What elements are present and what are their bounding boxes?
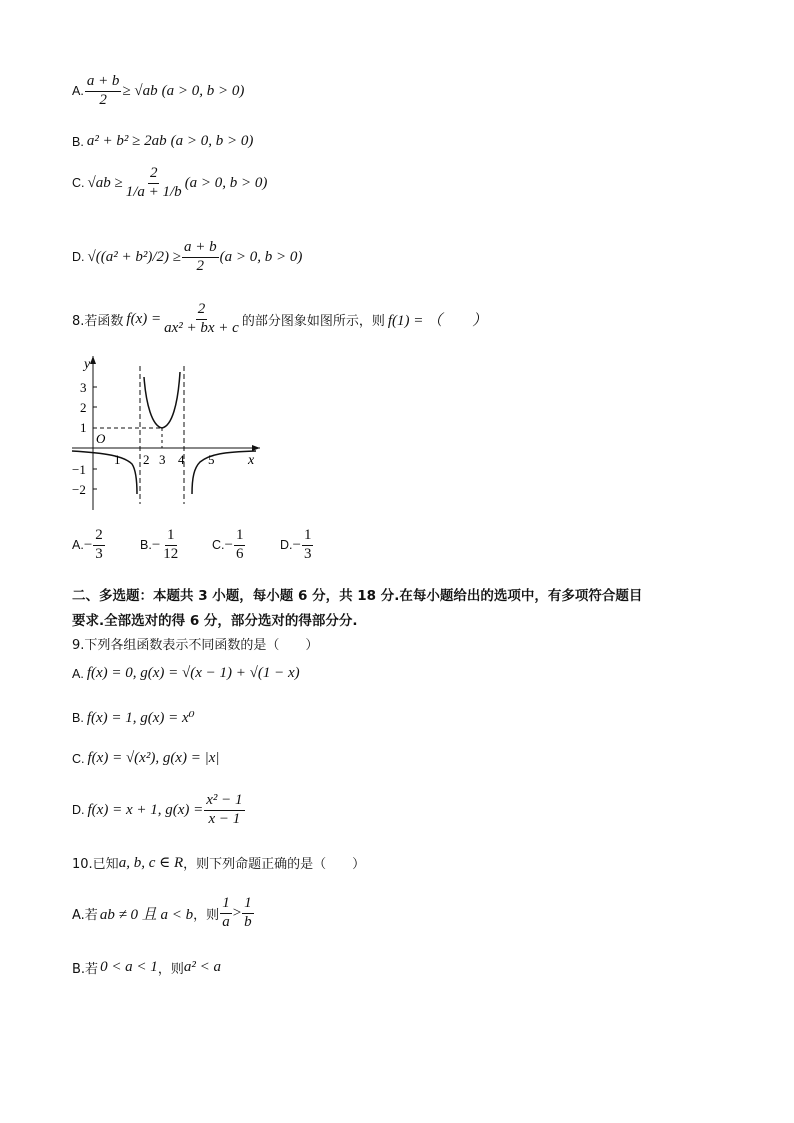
x-tick-label: 1 <box>114 452 121 467</box>
fraction: $\frac{1}{3}$ <box>303 527 312 562</box>
fraction: $\frac{a + b}{2}$ <box>86 73 120 108</box>
q9-option-d: D. f(x) = x + 1, g(x) = $\frac{\text{x² − 1}}{x - 1}$ <box>72 792 243 827</box>
y-tick-label: 1 <box>80 420 87 435</box>
y-tick-label: 3 <box>80 380 87 395</box>
x-tick-label: 4 <box>178 452 185 467</box>
choice-b: B. − $\frac{1}{12}$ <box>140 527 179 562</box>
q10-option-a: A.若 ab ≠ 0 且 a < b ，则 1 a > 1 b <box>72 895 252 930</box>
section-heading: 二、多选题：本题共 3 小题，每小题 6 分，共 18 分.在每小题给出的选项中，有多项符合题目 <box>72 588 643 604</box>
q9-stem: 9.下列各组函数表示不同函数的是（ ） <box>72 638 319 653</box>
fraction: $\frac{1}{12}$ <box>163 527 179 562</box>
fraction: $\frac{2}{3}$ <box>95 527 103 562</box>
y-axis-arrow <box>90 356 96 364</box>
y-label: y <box>84 357 91 372</box>
x-axis-arrow <box>252 445 260 451</box>
function-graph <box>66 352 266 514</box>
choice-d: D. − $\frac{1}{3}$ <box>280 527 312 562</box>
x-tick-label: 5 <box>208 452 215 467</box>
y-tick-label: −2 <box>72 482 86 497</box>
q8-choices <box>72 528 314 563</box>
q8-stem: 8.若函数 f(x) = $\frac{2}{\text{ax² + bx + c}}$ 的部分图象如图所示，则 f(1) = （ ） <box>72 301 488 336</box>
origin-label: O <box>96 431 106 446</box>
fraction: 1 a <box>222 895 230 930</box>
choice-a: A. − $\frac{2}{3}$ <box>72 527 103 562</box>
q7-option-d: D. √((a² + b²)/2) ≥ $\frac{a + b}{2}$ (a > 0, b > 0) <box>72 239 303 274</box>
fraction: $\frac{\text{x² − 1}}{x - 1}$ <box>206 792 243 827</box>
q7-option-a: A. $\frac{a + b}{2}$ ≥ √ab (a > 0, b > 0) <box>72 73 245 108</box>
q9-option-b: B. f(x) = 1, g(x) = x⁰ <box>72 710 195 726</box>
q10-stem: 10.已知 a, b, c ∈ R ，则下列命题正确的是（ ） <box>72 855 366 872</box>
x-tick-label: 2 <box>143 452 150 467</box>
curve-right-branch <box>192 451 256 494</box>
q7-option-b: B. a² + b² ≥ 2ab (a > 0, b > 0) <box>72 133 254 149</box>
curve-middle-branch <box>144 372 180 428</box>
fraction: $\frac{a + b}{2}$ <box>183 239 217 274</box>
choice-c: C. − $\frac{1}{6}$ <box>212 527 244 562</box>
fraction: $\frac{2}{\text{ax² + bx + c}}$ <box>164 301 239 336</box>
section-heading-cont: 要求.全部选对的得 6 分，部分选对的得部分分. <box>72 613 358 629</box>
x-tick-label: 3 <box>159 452 166 467</box>
q9-option-c: C. f(x) = √(x²), g(x) = |x| <box>72 750 220 766</box>
fraction: $\frac{1}{6}$ <box>235 527 244 562</box>
fraction: 1 b <box>244 895 252 930</box>
q9-option-a: A. f(x) = 0, g(x) = √(x − 1) + √(1 − x) <box>72 665 300 681</box>
fraction: $\frac{2}{1/a + 1/b}$ <box>125 165 182 200</box>
q10-option-b: B.若 0 < a < 1 ，则 a² < a <box>72 959 221 977</box>
y-tick-label: −1 <box>72 462 86 477</box>
y-tick-label: 2 <box>80 400 87 415</box>
q7-option-c: C. √ab ≥ $\frac{2}{1/a + 1/b}$ (a > 0, b > 0) <box>72 165 268 200</box>
x-label: x <box>248 453 255 468</box>
